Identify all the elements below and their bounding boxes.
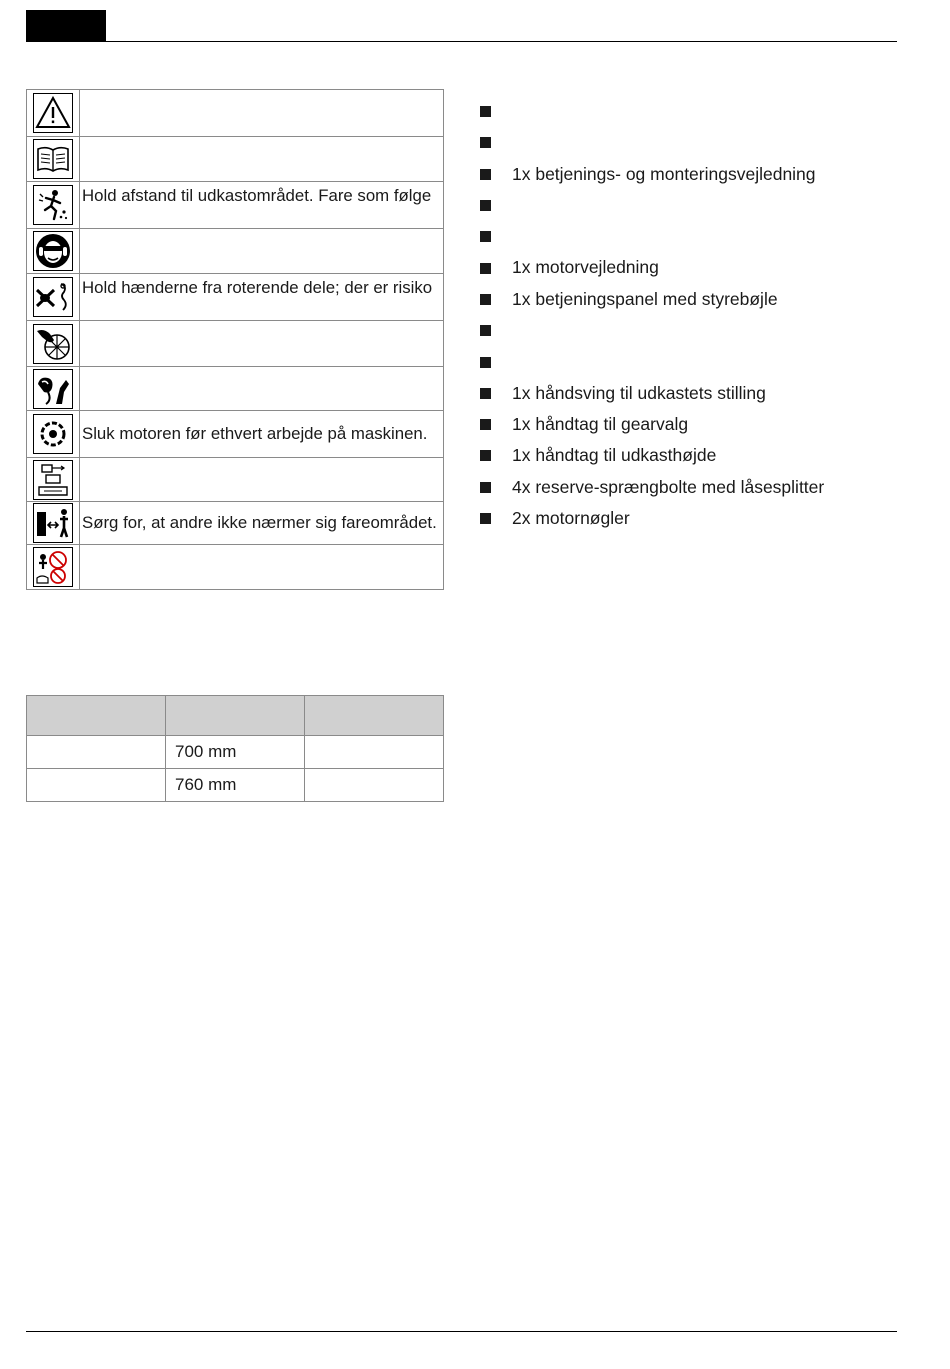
symbol-row <box>27 182 444 229</box>
table-header <box>27 696 166 736</box>
engine-off-icon <box>33 414 73 454</box>
list-item-text: 1x håndsving til udkastets stilling <box>512 382 766 403</box>
list-item <box>480 190 824 221</box>
header-tab-block <box>26 10 106 41</box>
list-item-text: 2x motornøgler <box>512 507 630 528</box>
symbol-text <box>80 321 444 367</box>
manual-book-icon <box>33 139 73 179</box>
list-item <box>480 378 824 409</box>
bullet-square-icon <box>480 357 491 368</box>
no-bystanders-icon <box>33 547 73 587</box>
list-item <box>480 472 824 503</box>
symbol-text <box>80 367 444 411</box>
table-cell <box>305 736 444 769</box>
symbol-row <box>27 367 444 411</box>
symbol-row <box>27 502 444 545</box>
table-row <box>27 736 444 769</box>
symbol-text <box>80 137 444 182</box>
list-item-text: 1x betjenings- og monteringsvejledning <box>512 163 816 184</box>
list-item <box>480 127 824 158</box>
bullet-square-icon <box>480 169 491 180</box>
symbol-row <box>27 458 444 502</box>
table-cell <box>27 736 166 769</box>
table-header-row <box>27 696 444 736</box>
maintenance-icon <box>33 460 73 500</box>
symbol-row <box>27 274 444 321</box>
symbol-text: Hold afstand til udkastområdet. Fare som følge <box>80 182 444 229</box>
delivery-contents-list <box>480 96 824 534</box>
hand-auger-icon <box>33 324 73 364</box>
table-cell: 760 mm <box>166 769 305 802</box>
symbol-row <box>27 90 444 137</box>
list-item-text: 4x reserve-sprængbolte med låsesplitter <box>512 476 825 497</box>
header-rule <box>26 41 897 42</box>
symbol-row <box>27 411 444 458</box>
ejection-hazard-icon <box>33 185 73 225</box>
safety-symbols-table <box>26 89 444 590</box>
list-item <box>480 315 824 346</box>
symbol-text: Hold hænderne fra roterende dele; der er risiko <box>80 274 444 321</box>
table-cell: 700 mm <box>166 736 305 769</box>
symbol-text <box>80 458 444 502</box>
bullet-square-icon <box>480 450 491 461</box>
hand-chute-icon <box>33 369 73 409</box>
table-cell <box>305 769 444 802</box>
bullet-square-icon <box>480 200 491 211</box>
symbol-row <box>27 229 444 274</box>
bullet-square-icon <box>480 325 491 336</box>
hand-rotating-parts-icon <box>33 277 73 317</box>
protective-gear-icon <box>33 231 73 271</box>
symbol-text: Sluk motoren før ethvert arbejde på maskinen. <box>80 411 444 458</box>
symbol-text <box>80 90 444 137</box>
list-item <box>480 440 824 471</box>
table-cell <box>27 769 166 802</box>
table-row <box>27 769 444 802</box>
bullet-square-icon <box>480 231 491 242</box>
symbol-row <box>27 545 444 590</box>
symbol-text <box>80 545 444 590</box>
list-item <box>480 346 824 377</box>
keep-distance-icon <box>33 503 73 543</box>
bullet-square-icon <box>480 137 491 148</box>
list-item <box>480 284 824 315</box>
list-item <box>480 409 824 440</box>
list-item <box>480 503 824 534</box>
symbol-text <box>80 229 444 274</box>
dimensions-table <box>26 695 444 802</box>
list-item-text: 1x håndtag til gearvalg <box>512 413 689 434</box>
bullet-square-icon <box>480 419 491 430</box>
bullet-square-icon <box>480 482 491 493</box>
bullet-square-icon <box>480 263 491 274</box>
list-item <box>480 96 824 127</box>
footer-rule <box>26 1331 897 1332</box>
table-header <box>305 696 444 736</box>
list-item <box>480 221 824 252</box>
list-item <box>480 159 824 190</box>
bullet-square-icon <box>480 513 491 524</box>
bullet-square-icon <box>480 106 491 117</box>
bullet-square-icon <box>480 388 491 399</box>
list-item-text: 1x betjeningspanel med styrebøjle <box>512 288 778 309</box>
symbol-text: Sørg for, at andre ikke nærmer sig fareområdet. <box>80 502 444 545</box>
warning-triangle-icon <box>33 93 73 133</box>
table-header <box>166 696 305 736</box>
symbol-row <box>27 321 444 367</box>
bullet-square-icon <box>480 294 491 305</box>
symbol-row <box>27 137 444 182</box>
list-item <box>480 252 824 283</box>
list-item-text: 1x motorvejledning <box>512 257 659 278</box>
list-item-text: 1x håndtag til udkasthøjde <box>512 445 717 466</box>
